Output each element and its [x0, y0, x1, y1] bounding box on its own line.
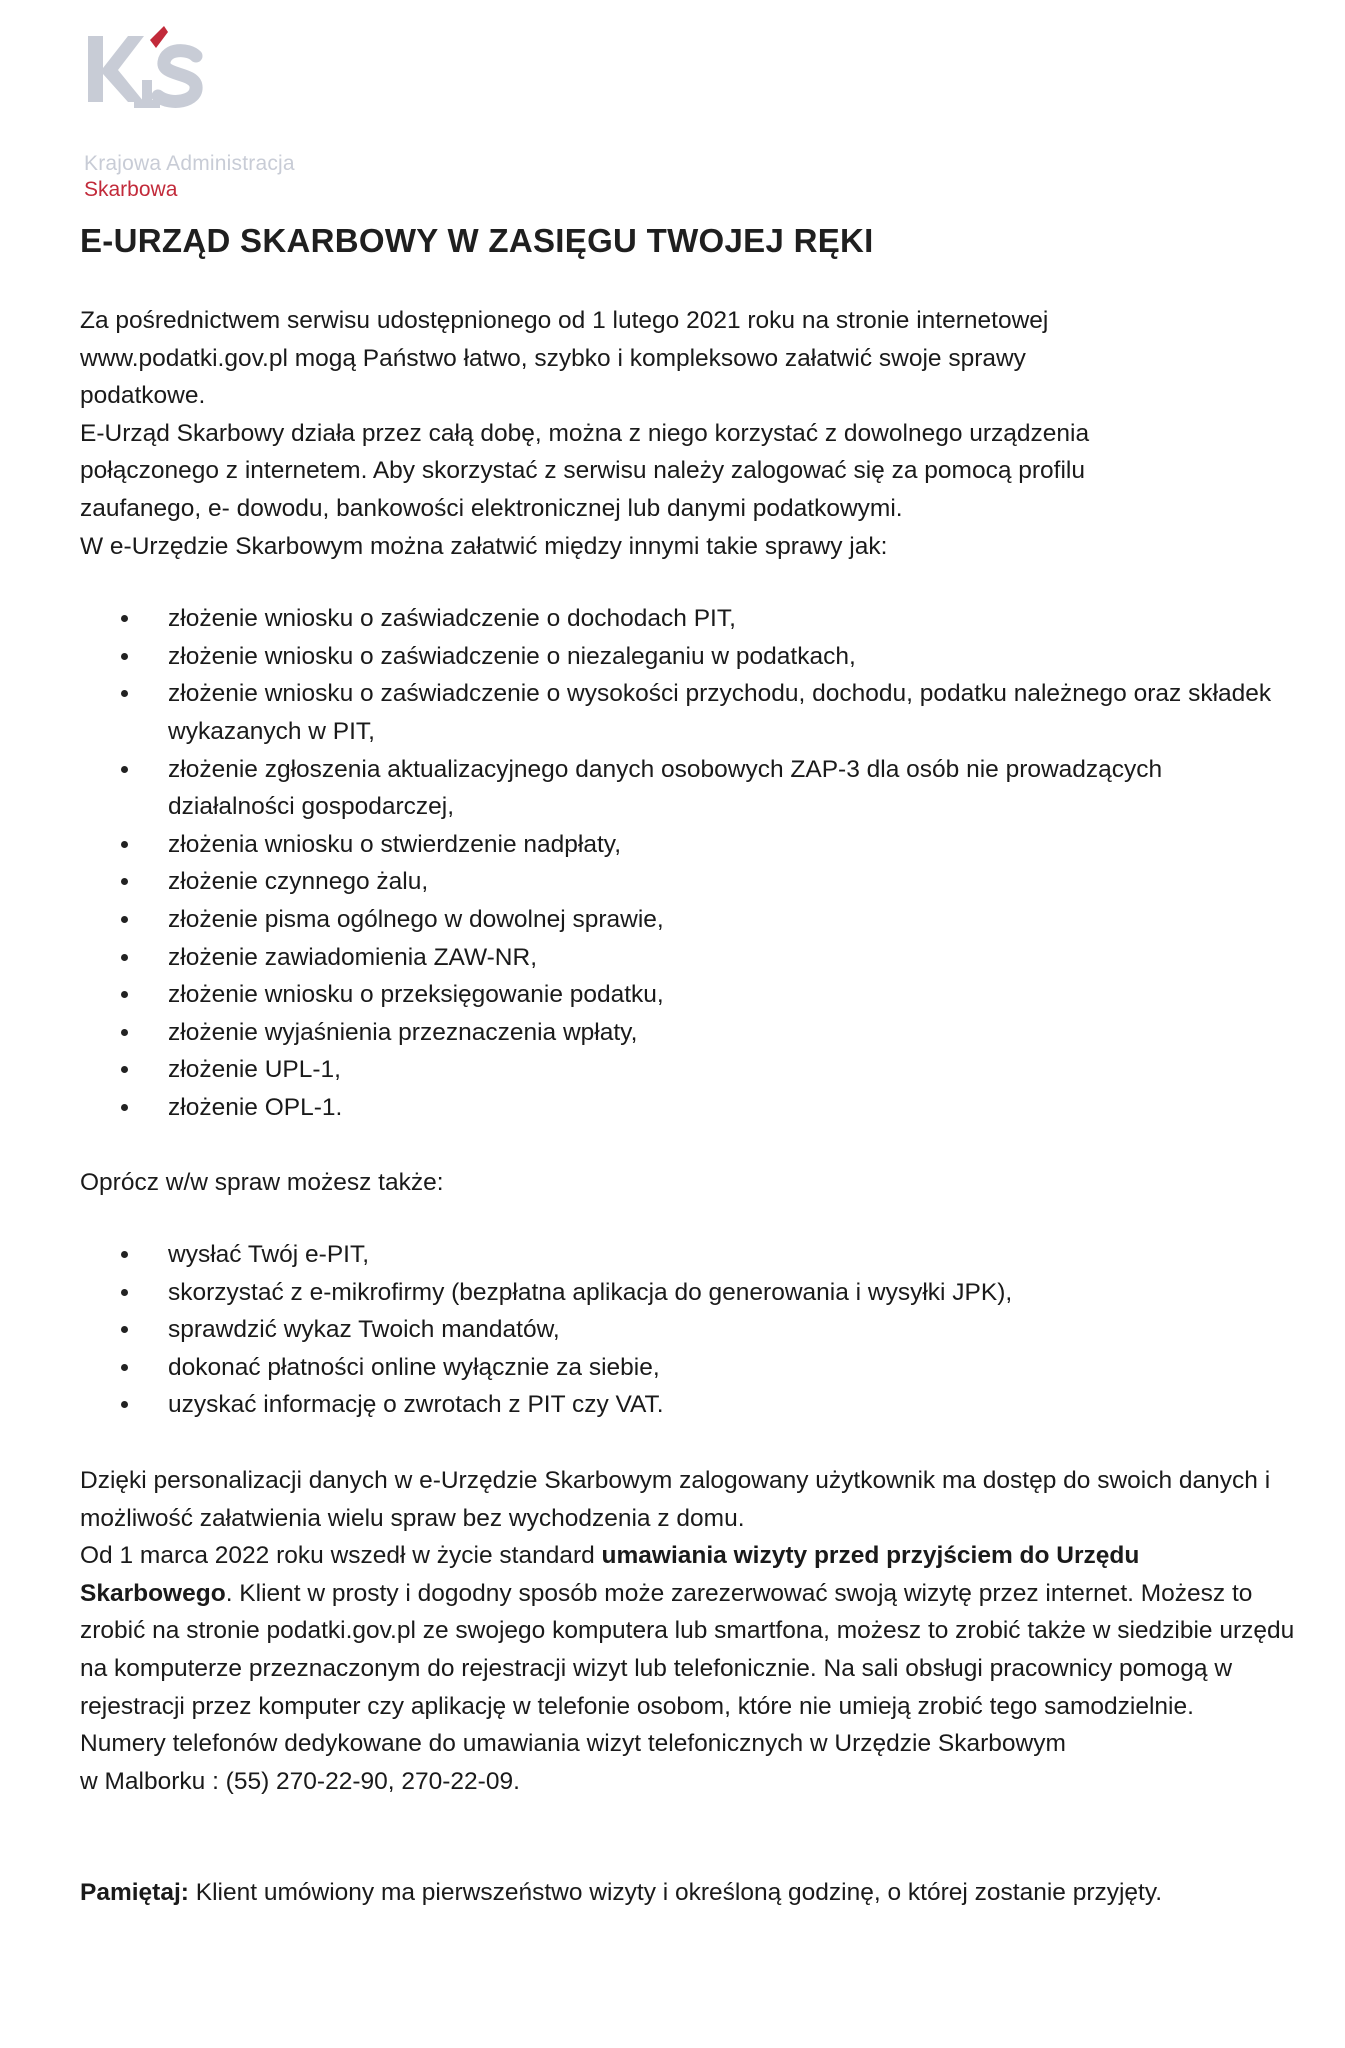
list-item: złożenie OPL-1. — [80, 1089, 1295, 1127]
kas-emblem-icon — [84, 26, 214, 116]
list-item: złożenie UPL-1, — [80, 1051, 1295, 1089]
document-title: E-URZĄD SKARBOWY W ZASIĘGU TWOJEJ RĘKI — [80, 222, 874, 259]
intro-paragraph — [80, 302, 1295, 565]
bullet-icon — [121, 1066, 128, 1073]
logo-org-line1: Krajowa Administracja — [84, 152, 295, 175]
bullet-icon — [121, 841, 128, 848]
intro-line: Za pośrednictwem serwisu udostępnionego od 1 lutego 2021 roku na stronie internetowej — [80, 307, 1049, 334]
intro-line: E-Urząd Skarbowy działa przez całą dobę, można z niego korzystać z dowolnego urządzenia — [80, 419, 1090, 447]
remember-label: Pamiętaj: — [80, 1879, 189, 1907]
phones-line: w Malborku : (55) 270-22-90, 270-22-09. — [80, 1767, 520, 1795]
list-item: złożenie zawiadomienia ZAW-NR, — [80, 939, 1295, 977]
list-item: złożenie czynnego żalu, — [80, 863, 1295, 901]
list-item: złożenie pisma ogólnego w dowolnej sprawie, — [80, 901, 1295, 939]
extras-heading: Oprócz w/w spraw możesz także: — [80, 1169, 444, 1197]
bullet-icon — [121, 878, 128, 885]
intro-line: połączonego z internetem. Aby skorzystać z serwisu należy zalogować się za pomocą profilu — [80, 457, 1085, 485]
bullet-icon — [121, 1029, 128, 1036]
list-item: złożenie wniosku o zaświadczenie o niezaleganiu w podatkach, — [80, 638, 1295, 676]
document-body — [80, 302, 1295, 1912]
list-item: dokonać płatności online wyłącznie za siebie, — [80, 1349, 1295, 1387]
intro-line: zaufanego, e- dowodu, bankowości elektronicznej lub danymi podatkowymi. — [80, 494, 903, 522]
list-item: złożenie zgłoszenia aktualizacyjnego danych osobowych ZAP-3 dla osób nie prowadzących działalności gospodarczej, — [80, 751, 1295, 826]
bullet-icon — [121, 1401, 128, 1408]
bullet-icon — [121, 991, 128, 998]
bullet-icon — [121, 954, 128, 961]
list-item: skorzystać z e-mikrofirmy (bezpłatna aplikacja do generowania i wysyłki JPK), — [80, 1274, 1295, 1312]
bullet-icon — [121, 1104, 128, 1111]
bullet-icon — [121, 916, 128, 923]
intro-line: W e-Urzędzie Skarbowym można załatwić między innymi takie sprawy jak: — [80, 532, 888, 560]
list-item: złożenie wyjaśnienia przeznaczenia wpłaty, — [80, 1014, 1295, 1052]
phones-line: Numery telefonów dedykowane do umawiania wizyt telefonicznych w Urzędzie Skarbowym — [80, 1730, 1066, 1758]
list-item: złożenie wniosku o zaświadczenie o wysokości przychodu, dochodu, podatku należnego oraz składek wykazanych w PIT, — [80, 675, 1295, 750]
bullet-icon — [121, 653, 128, 660]
remember-note: Pamiętaj: Klient umówiony ma pierwszeństwo wizyty i określoną godzinę, o której zostanie przyjęty. — [80, 1879, 1163, 1907]
list-item: złożenie wniosku o zaświadczenie o dochodach PIT, — [80, 600, 1295, 638]
list-item: złożenia wniosku o stwierdzenie nadpłaty, — [80, 826, 1295, 864]
appointment-highlight: umawiania wizyty przed przyjściem do Urzędu Skarbowego — [80, 1542, 1140, 1607]
bullet-icon — [121, 1326, 128, 1333]
bullet-icon — [121, 1289, 128, 1296]
list-item: wysłać Twój e-PIT, — [80, 1236, 1295, 1274]
bullet-icon — [121, 615, 128, 622]
personalization-paragraph: Dzięki personalizacji danych w e-Urzędzie Skarbowym zalogowany użytkownik ma dostęp do swoich danych i możliwość załatwienia wielu spraw bez wychodzenia z domu. — [80, 1467, 1271, 1532]
intro-line: www.podatki.gov.pl mogą Państwo łatwo, szybko i kompleksowo załatwić swoje sprawy — [80, 344, 1026, 372]
list-item: złożenie wniosku o przeksięgowanie podatku, — [80, 976, 1295, 1014]
services-list — [80, 600, 1295, 1126]
appointment-paragraph: Od 1 marca 2022 roku wszedł w życie standard umawiania wizyty przed przyjściem do Urzędu Skarbowego. Klient w prosty i dogodny sposób może zarezerwować swoją wizytę przez internet. Możesz to zrobić na stronie podatki.gov.pl ze swojego komputera lub smartfona, możesz to zrobić także w siedzibie urzędu na komputerze przeznaczonym do rejestracji wizyt lub telefonicznie. Na sali obsługi pracownicy pomogą w rejestracji przez komputer czy aplikację w telefonie osobom, które nie umieją zrobić tego samodzielnie. — [80, 1542, 1295, 1720]
list-item: sprawdzić wykaz Twoich mandatów, — [80, 1311, 1295, 1349]
bullet-icon — [121, 1364, 128, 1371]
intro-line: podatkowe. — [80, 382, 206, 410]
extras-list — [80, 1236, 1295, 1424]
list-item: uzyskać informację o zwrotach z PIT czy VAT. — [80, 1386, 1295, 1424]
bullet-icon — [121, 766, 128, 773]
logo-org-line2: Skarbowa — [84, 178, 178, 201]
bullet-icon — [121, 1251, 128, 1258]
bullet-icon — [121, 690, 128, 697]
kas-logo — [84, 26, 384, 201]
